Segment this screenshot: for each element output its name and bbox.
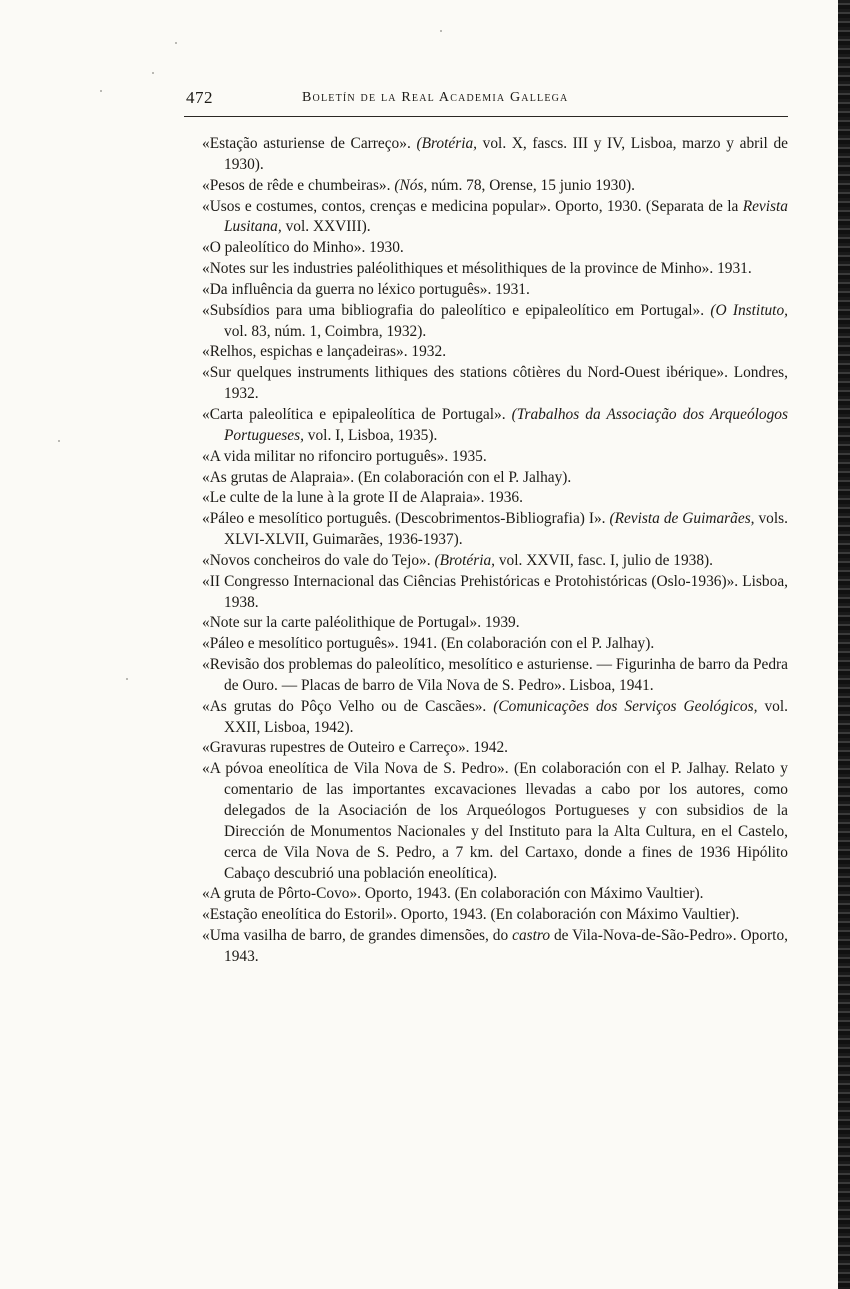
scan-speck xyxy=(58,440,60,442)
running-header xyxy=(184,88,788,114)
bibliography-entry: «As grutas de Alapraia». (En colaboración con el P. Jalhay). xyxy=(202,468,572,486)
bibliography-entry: «A vida militar no rifonciro português». 1935. xyxy=(202,447,487,465)
scan-speck xyxy=(126,678,128,680)
bibliography-entry: «Estação asturiense de Carreço». (Brotéria, vol. X, fascs. III y IV, Lisboa, marzo y abril de 1930). xyxy=(202,135,788,173)
bibliography-entry: «Uma vasilha de barro, de grandes dimensões, do castro de Vila-Nova-de-São-Pedro». Oporto, 1943. xyxy=(202,927,788,965)
bibliography-entry: «Da influência da guerra no léxico português». 1931. xyxy=(202,280,530,298)
header-rule xyxy=(184,116,788,117)
bibliography-entry: «Carta paleolítica e epipaleolítica de Portugal». (Trabalhos da Associação dos Arqueólogos Portugueses, vol. I, Lisboa, 1935). xyxy=(202,405,788,444)
page-number: 472 xyxy=(186,88,213,107)
bibliography-entry: «II Congresso Internacional das Ciências Prehistóricas e Protohistóricas (Oslo-1936)». Lisboa, 1938. xyxy=(202,572,788,611)
scan-speck xyxy=(440,30,442,32)
running-title: Boletín de la Real Academia Gallega xyxy=(302,90,569,105)
page-edge-shadow xyxy=(838,0,850,1289)
bibliography-entry: «Usos e costumes, contos, crenças e medicina popular». Oporto, 1930. (Separata de la Revista Lusitana, vol. XXVIII). xyxy=(202,197,788,236)
bibliography-entry: «Estação eneolítica do Estoril». Oporto, 1943. (En colaboración con Máximo Vaultier). xyxy=(202,906,740,924)
bibliography-entry: «Revisão dos problemas do paleolítico, mesolítico e asturiense. — Figurinha de barro da Pedra de Ouro. — Placas de barro de Vila Nova de S. Pedro». Lisboa, 1941. xyxy=(202,656,788,694)
bibliography-entry: «Páleo e mesolítico português». 1941. (En colaboración con el P. Jalhay). xyxy=(202,635,655,653)
bibliography-entry: «Notes sur les industries paléolithiques et mésolithiques de la province de Minho». 1931. xyxy=(202,260,752,278)
bibliography-entry: «Sur quelques instruments lithiques des stations côtières du Nord-Ouest ibérique». Londres, 1932. xyxy=(202,364,788,403)
bibliography-entry: «A gruta de Pôrto-Covo». Oporto, 1943. (En colaboración con Máximo Vaultier). xyxy=(202,885,704,903)
bibliography-entry: «O paleolítico do Minho». 1930. xyxy=(202,239,404,257)
bibliography-entry: «Páleo e mesolítico português. (Descobrimentos-Bibliografia) I». (Revista de Guimarães, vols. XLVI-XLVII, Guimarães, 1936-1937). xyxy=(202,510,788,549)
bibliography-entry: «Le culte de la lune à la grote II de Alapraia». 1936. xyxy=(202,489,523,507)
bibliography-entry: «A póvoa eneolítica de Vila Nova de S. Pedro». (En colaboración con el P. Jalhay. Relato y comentario de las importantes excavaciones llevadas a cabo por los autores, como delegados de la Asociación de los Arqueólogos Portugueses y con subsidios de la Dirección de Monumentos Nacionales y del Instituto para la Alta Cultura, en el Castelo, cerca de Vila Nova de S. Pedro, a 7 km. del Cartaxo, donde a fines de 1936 Hipólito Cabaço descubrió una población eneolítica). xyxy=(202,760,788,882)
bibliography-entry: «As grutas do Pôço Velho ou de Cascães». (Comunicações dos Serviços Geológicos, vol. XXII, Lisboa, 1942). xyxy=(202,697,788,736)
bibliography-entry: «Note sur la carte paléolithique de Portugal». 1939. xyxy=(202,614,520,632)
bibliography-list xyxy=(202,134,788,968)
bibliography-entry: «Subsídios para uma bibliografia do paleolítico e epipaleolítico em Portugal». (O Instituto, vol. 83, núm. 1, Coimbra, 1932). xyxy=(202,301,788,340)
scan-speck xyxy=(175,42,177,44)
bibliography-entry: «Novos concheiros do vale do Tejo». (Brotéria, vol. XXVII, fasc. I, julio de 1938). xyxy=(202,551,714,569)
scan-speck xyxy=(152,72,154,74)
bibliography-entry: «Relhos, espichas e lançadeiras». 1932. xyxy=(202,343,447,361)
scan-speck xyxy=(100,90,102,92)
bibliography-entry: «Pesos de rêde e chumbeiras». (Nós, núm. 78, Orense, 15 junio 1930). xyxy=(202,176,636,194)
bibliography-entry: «Gravuras rupestres de Outeiro e Carreço». 1942. xyxy=(202,739,508,757)
